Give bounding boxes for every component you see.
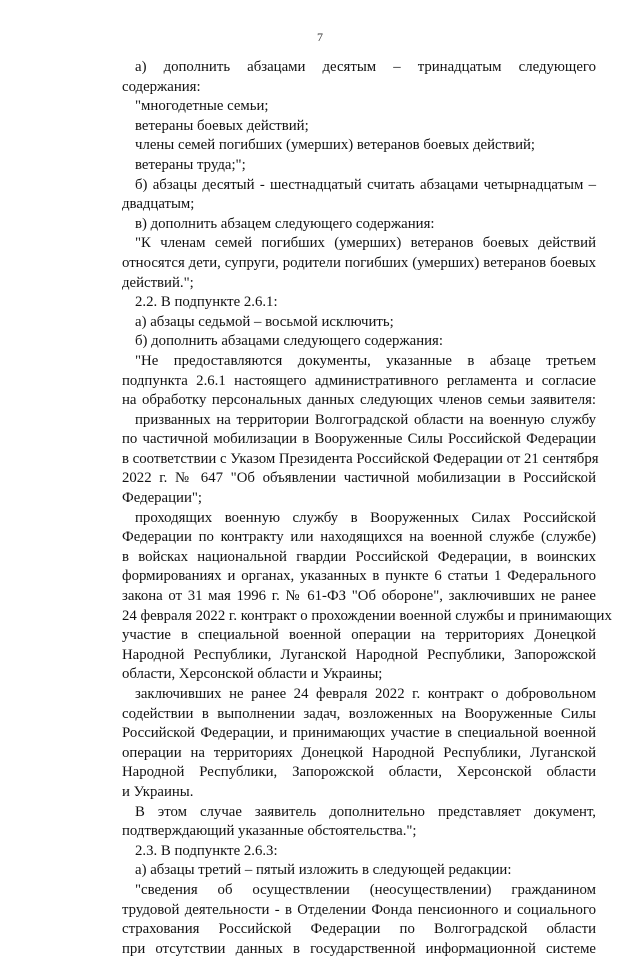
text-line: 2.3. В подпункте 2.6.3: (135, 842, 278, 859)
text-line: а) дополнить абзацами десятым – тринадцатым следующего (135, 59, 596, 75)
text-line: двадцатым; (122, 196, 195, 213)
text-line: ветераны труда;"; (135, 156, 246, 173)
text-line: Федерации"; (122, 490, 203, 507)
text-line: операции на территориях Донецкой Народной Республики, Луганской (122, 744, 596, 761)
text-line: В этом случае заявитель дополнительно представляет документ, (135, 803, 596, 820)
text-line: трудовой деятельности - в Отделении Фонда пенсионного и социального (122, 901, 596, 918)
text-line: Народной Республики, Запорожской области, Херсонской области (122, 764, 596, 781)
text-line: "сведения об осуществлении (неосуществлении) гражданином (135, 881, 596, 898)
text-line: в войсках национальной гвардии Российской Федерации, в воинских (122, 548, 596, 565)
text-line: содействии в выполнении задач, возложенных на Вооруженные Силы (122, 705, 596, 722)
text-line: Народной Республики, Луганской Народной Республики, Запорожской (122, 646, 596, 663)
text-line: на обработку персональных данных следующих членов семьи заявителя: (122, 392, 596, 409)
text-line: и Украины. (122, 783, 194, 800)
text-line: б) абзацы десятый - шестнадцатый считать абзацами четырнадцатым – (135, 176, 596, 193)
text-line: закона от 31 мая 1996 г. № 61-ФЗ "Об обороне", заключивших не ранее (122, 588, 596, 605)
text-line: формированиях и органах, указанных в пункте 6 статьи 1 Федерального (122, 568, 596, 585)
document-body (122, 58, 612, 959)
text-line: относятся дети, супруги, родители погибших (умерших) ветеранов боевых (122, 254, 596, 271)
text-line: подпункта 2.6.1 настоящего административного регламента и согласие (122, 372, 596, 389)
text-line: подтверждающий указанные обстоятельства."; (122, 823, 417, 840)
text-line: ветераны боевых действий; (135, 117, 309, 134)
text-line: при отсутствии данных в государственной информационной системе (122, 940, 596, 957)
text-line: члены семей погибших (умерших) ветеранов боевых действий; (135, 137, 536, 154)
text-line: "К членам семей погибших (умерших) ветеранов боевых действий (135, 235, 596, 252)
text-line: по частичной мобилизации в Вооруженные Силы Российской Федерации (122, 431, 596, 448)
text-line: 24 февраля 2022 г. контракт о прохождении военной службы и принимающих (122, 607, 612, 624)
text-line: области, Херсонской области и Украины; (122, 666, 383, 683)
text-line: содержания: (122, 78, 201, 95)
text-line: Федерации по контракту или находящихся на военной службе (службе) (122, 529, 596, 546)
text-line: б) дополнить абзацами следующего содержания: (135, 333, 443, 350)
text-line: "многодетные семьи; (135, 98, 269, 115)
text-line: 2.2. В подпункте 2.6.1: (135, 294, 278, 311)
text-line: участие в специальной военной операции на территориях Донецкой (122, 627, 596, 644)
text-line: а) абзацы седьмой – восьмой исключить; (135, 313, 394, 330)
text-line: в соответствии с Указом Президента Российской Федерации от 21 сентября (122, 450, 599, 467)
text-line: Российской Федерации, и принимающих участие в специальной военной (122, 725, 596, 742)
text-line: 2022 г. № 647 "Об объявлении частичной мобилизации в Российской (122, 470, 596, 487)
text-line: заключивших не ранее 24 февраля 2022 г. контракт о добровольном (135, 686, 596, 702)
text-line: в) дополнить абзацем следующего содержания: (135, 215, 435, 232)
page-number: 7 (317, 30, 323, 44)
text-line: "Не предоставляются документы, указанные в абзаце третьем (135, 352, 596, 369)
text-line: проходящих военную службу в Вооруженных Силах Российской (135, 509, 596, 526)
text-line: действий."; (122, 274, 194, 291)
text-line: а) абзацы третий – пятый изложить в следующей редакции: (135, 862, 512, 879)
text-line: страхования Российской Федерации по Волгоградской области (122, 921, 596, 938)
text-line: призванных на территории Волгоградской области на военную службу (135, 411, 596, 428)
